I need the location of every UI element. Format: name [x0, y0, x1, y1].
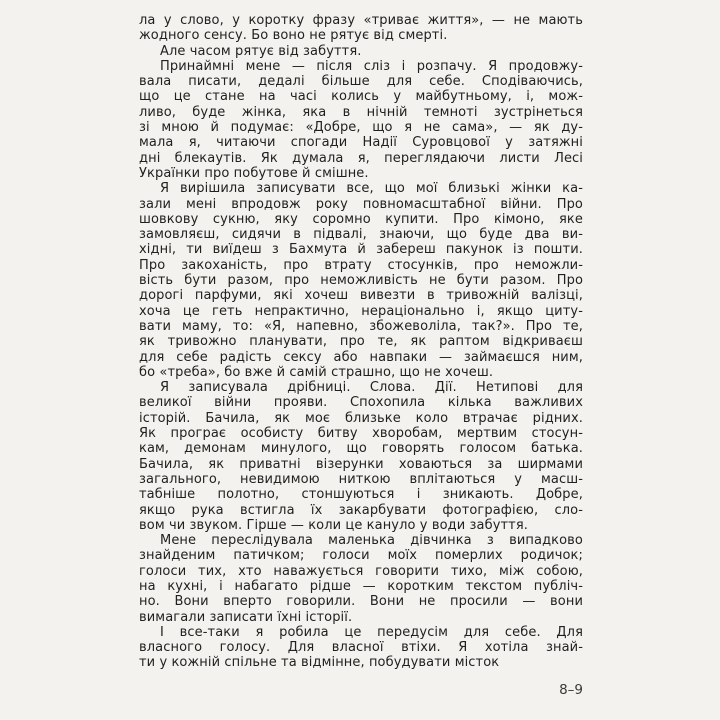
text-line: Мене переслідувала маленька дівчинка з випадково [160, 533, 583, 549]
text-line: но. Вони вперто говорили. Вони не просили — вони [139, 594, 583, 610]
text-line: Принаймні мене — після сліз і розпачу. Я продовжу- [160, 58, 583, 74]
text-line: хідні, ти виїдеш з Бахмута й забереш пакунок із пошти. [139, 242, 583, 258]
text-line: Я вирішила записувати все, що мої близькі жінки ка- [160, 181, 583, 197]
text-line: І все-таки я робила це передусім для себе. Для [160, 624, 583, 640]
paragraph [139, 44, 583, 59]
paragraph [139, 625, 583, 671]
text-line: жодного сенсу. Бо воно не рятує від смерті. [139, 28, 448, 44]
paragraph [139, 59, 583, 181]
text-line: на кухні, і набагато рідше — коротким текстом публіч- [139, 578, 583, 594]
text-line: Я записувала дрібниці. Слова. Дії. Нетипові для [160, 380, 583, 396]
text-line: дні блекаутів. Як думала я, переглядаючи листи Лесі [139, 150, 583, 166]
text-line: загального, невидимою ниткою вплітаються у масш- [139, 471, 583, 487]
text-line: ти у кожній спільне та відмінне, побудувати місток [139, 655, 500, 671]
text-line: вом чи звуком. Гірше — коли це кануло у води забуття. [139, 517, 528, 533]
paragraph [139, 380, 583, 533]
text-line: власного голосу. Для власної втіхи. Я хотіла знай- [139, 640, 583, 656]
text-line: ливо, буде жінка, яка в нічній темноті зустрінеться [139, 104, 583, 120]
text-line: ла у слово, у коротку фразу «триває життя», — не мають [139, 13, 583, 28]
text-line: кам, демонам минулого, що говорять голосом батька. [139, 441, 583, 457]
text-line: історій. Бачила, як моє близьке коло втрачає рідних. [139, 410, 583, 426]
text-line: замовляєш, сидячи в підвалі, знаючи, що буде два ви- [139, 227, 583, 243]
text-line: Але часом рятує від забуття. [160, 43, 362, 59]
text-line: голоси тих, хто наважується говорити тихо, між собою, [139, 563, 583, 579]
text-line: великої війни прояви. Спохопила кілька важливих [139, 395, 583, 411]
text-line: вимагали записати їхні історії. [139, 609, 353, 625]
text-line: Бачила, як приватні візерунки ховаються за ширмами [139, 456, 583, 472]
text-block [139, 13, 583, 671]
text-line: якщо рука встигла їх закарбувати фотографією, сло- [139, 502, 583, 518]
text-line: табніше полотно, стоншуються і зникають. Добре, [139, 487, 583, 503]
text-line: що це стане на часі колись у майбутньому, і, мож- [139, 89, 583, 105]
paragraph [139, 13, 583, 44]
text-line: вати маму, то: «Я, напевно, збожеволіла, так?». Про те, [139, 318, 583, 334]
page-number: 8–9 [559, 682, 583, 698]
text-line: зі мною й подумає: «Добре, що я не сама», — як ду- [139, 120, 583, 136]
text-line: Українки про побутове й смішне. [139, 165, 369, 181]
text-line: для себе радість сексу або навпаки — займаєшся ним, [139, 349, 583, 365]
text-line: мала я, читаючи спогади Надії Суровцової у затяжні [139, 135, 583, 151]
text-line: вала писати, дедалі більше для себе. Сподіваючись, [139, 74, 583, 90]
text-line: Про закоханість, про втрату стосунків, про неможли- [139, 257, 583, 273]
text-line: Як програє особисту битву хворобам, мертвим стосун- [139, 426, 583, 442]
text-line: хоча це геть непрактично, нераціонально і, якщо циту- [139, 303, 583, 319]
text-line: як тривожно планувати, про те, як раптом відкриваєш [139, 334, 583, 350]
text-line: знайденим патичком; голоси моїх померлих родичок; [139, 548, 583, 564]
text-line: вість бути разом, про неможливість не бути разом. Про [139, 273, 583, 289]
text-line: шовкову сукню, яку соромно купити. Про кімоно, яке [139, 211, 583, 227]
text-line: дорогі парфуми, які хочеш вивезти в тривожній валізці, [139, 288, 583, 304]
text-line: зали мені впродовж року повномасштабної війни. Про [139, 196, 583, 212]
paragraph [139, 181, 583, 380]
text-line: бо «треба», бо вже й самій страшно, що не хочеш. [139, 364, 494, 380]
paragraph [139, 533, 583, 625]
